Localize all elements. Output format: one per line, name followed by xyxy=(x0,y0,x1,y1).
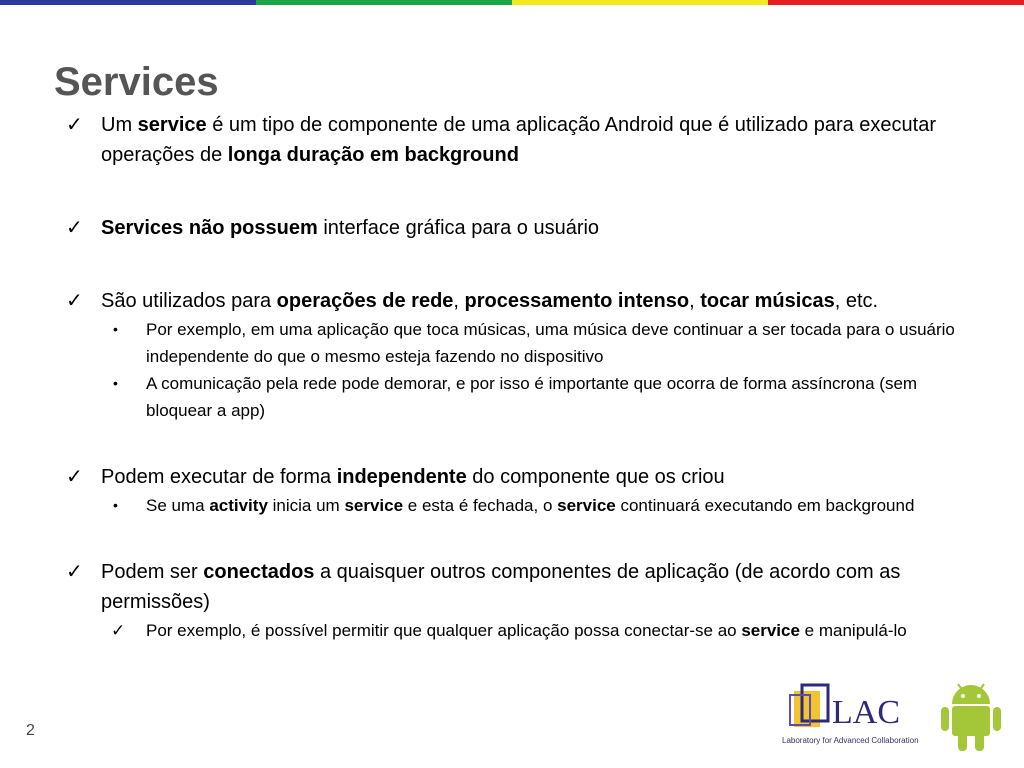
bar-yellow xyxy=(512,0,768,5)
bullet-2: ✓ Services não possuem interface gráfica para o usuário xyxy=(66,213,966,243)
bullet-3: ✓ São utilizados para operações de rede, processamento intenso, tocar músicas, etc. xyxy=(66,286,966,316)
page-number: 2 xyxy=(26,722,35,739)
sub-bullet-4-1: • Se uma activity inicia um service e esta é fechada, o service continuará executando em background xyxy=(66,492,966,519)
check-icon: ✓ xyxy=(66,561,83,583)
bar-blue xyxy=(0,0,256,5)
slide-title: Services xyxy=(54,60,219,104)
sub-bullet-5-1: ✓ Por exemplo, é possível permitir que qualquer aplicação possa conectar-se ao service e manipulá-lo xyxy=(66,617,966,644)
sub-bullet-3-1: • Por exemplo, em uma aplicação que toca músicas, uma música deve continuar a ser tocada para o usuário independente do que o mesmo esteja fazendo no dispositivo xyxy=(66,316,966,370)
bar-green xyxy=(256,0,512,5)
slide-content xyxy=(66,110,966,644)
check-icon: ✓ xyxy=(66,217,83,239)
bullet-dot-icon: • xyxy=(113,375,118,391)
bar-red xyxy=(768,0,1024,5)
bullet-5: ✓ Podem ser conectados a quaisquer outros componentes de aplicação (de acordo com as permissões) xyxy=(66,557,966,617)
check-icon: ✓ xyxy=(66,290,83,312)
bullet-dot-icon: • xyxy=(113,497,118,513)
android-robot-icon xyxy=(938,678,1004,753)
logo-subtitle: Laboratory for Advanced Collaboration xyxy=(782,736,919,745)
bullet-4: ✓ Podem executar de forma independente do componente que os criou xyxy=(66,462,966,492)
check-icon: ✓ xyxy=(66,114,83,136)
check-icon: ✓ xyxy=(111,621,126,640)
top-color-bar xyxy=(0,0,1024,5)
check-icon: ✓ xyxy=(66,466,83,488)
logo-text: LAC xyxy=(832,694,900,731)
bullet-1: ✓ Um service é um tipo de componente de uma aplicação Android que é utilizado para executar operações de longa duração em background xyxy=(66,110,966,170)
bullet-dot-icon: • xyxy=(113,321,118,337)
sub-bullet-3-2: • A comunicação pela rede pode demorar, e por isso é importante que ocorra de forma assíncrona (sem bloquear a app) xyxy=(66,370,966,424)
